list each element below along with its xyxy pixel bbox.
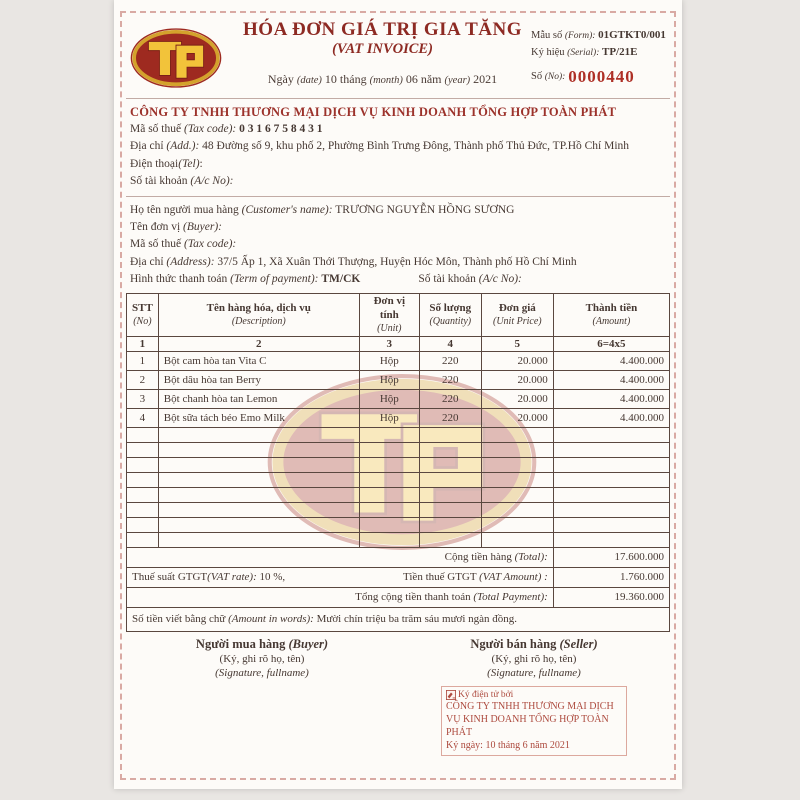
buyer-account: Số tài khoản (A/c No):	[418, 272, 522, 285]
table-empty-row	[127, 502, 670, 517]
table-row: 4 Bột sữa tách béo Emo Milk Hộp 220 20.000 4.400.000	[127, 408, 670, 427]
seller-account: Số tài khoản (A/c No):	[130, 174, 234, 187]
table-row: 1 Bột cam hòa tan Vita C Hộp 220 20.000 4.400.000	[127, 351, 670, 370]
vat-amount-label: Tiền thuế GTGT (VAT Amount) :	[403, 571, 548, 584]
tp-company-logo	[130, 25, 222, 91]
table-empty-row	[127, 487, 670, 502]
table-empty-row	[127, 472, 670, 487]
table-empty-row	[127, 517, 670, 532]
buyer-tax-code: Mã số thuế (Tax code):	[130, 238, 237, 251]
column-numbers-row: 1 2 3 4 5 6=4x5	[127, 336, 670, 351]
buyer-signature-block: Người mua hàng (Buyer) (Ký, ghi rõ họ, tên) (Signature, fullname)	[126, 637, 398, 757]
total-payment-value: 19.360.000	[553, 587, 669, 607]
col-description: Tên hàng hóa, dịch vụ (Description)	[158, 294, 359, 337]
vat-amount-value: 1.760.000	[553, 567, 669, 587]
table-empty-row	[127, 457, 670, 472]
col-amount: Thành tiền (Amount)	[553, 294, 669, 337]
vat-row	[127, 567, 670, 587]
items-table	[126, 293, 670, 632]
buyer-payment-line	[130, 271, 666, 288]
table-row: 2 Bột dâu hòa tan Berry Hộp 220 20.000 4.400.000	[127, 370, 670, 389]
invoice-paper	[114, 0, 682, 789]
col-unit: Đơn vị tính (Unit)	[359, 294, 419, 337]
seller-address: Địa chỉ (Add.): 48 Đường số 9, khu phố 2, Phường Bình Trưng Đông, Thành phố Thủ Đức, TP.Hồ Chí Minh	[130, 140, 630, 153]
buyer-address: Địa chỉ (Address): 37/5 Ấp 1, Xã Xuân Thới Thượng, Huyện Hóc Môn, Thành phố Hồ Chí Minh	[130, 255, 577, 268]
table-header-row	[127, 294, 670, 337]
table-empty-row	[127, 427, 670, 442]
seller-tax-code: Mã số thuế (Tax code): 0 3 1 6 7 5 8 4 3 1	[130, 123, 323, 136]
digital-signature-icon	[446, 690, 456, 700]
buyer-customer-name: Họ tên người mua hàng (Customer's name): TRƯƠNG NGUYỄN HỒNG SƯƠNG	[130, 204, 515, 217]
buyer-unit: Tên đơn vị (Buyer):	[130, 221, 222, 234]
subtotal-value: 17.600.000	[553, 547, 669, 567]
buyer-signature-title: Người mua hàng (Buyer)	[195, 636, 329, 651]
seller-signature-block: Người bán hàng (Seller) (Ký, ghi rõ họ, tên) (Signature, fullname) Ký điện tử bởi CÔNG TY TNHH THƯƠNG MẠI DỊCH VỤ KINH DOANH TỔNG HỢP TOÀN PHÁT Ký ngày: 10 tháng 6 năm 2021	[398, 637, 670, 757]
seller-info	[126, 99, 670, 197]
seller-signature-title: Người bán hàng (Seller)	[470, 636, 598, 651]
col-unit-price: Đơn giá (Unit Price)	[481, 294, 553, 337]
form-number: Mẫu số (Form): 01GTKT0/001	[531, 29, 666, 41]
serial-number: Ký hiệu (Serial): TP/21E	[531, 46, 638, 59]
invoice-number: Số (No): 0000440	[531, 66, 635, 86]
total-payment-row: Tổng cộng tiền thanh toán (Total Payment): 19.360.000	[127, 587, 670, 607]
stamp-sign-date: Ký ngày: 10 tháng 6 năm 2021	[446, 739, 570, 751]
invoice-subtitle: (VAT INVOICE)	[332, 41, 433, 57]
invoice-date-line: Ngày (date) 10 tháng (month) 06 năm (year) 2021	[267, 72, 498, 86]
buyer-info	[126, 197, 670, 290]
invoice-border-frame	[120, 11, 676, 780]
amount-in-words-row: Số tiền viết bằng chữ (Amount in words): Mười chín triệu ba trăm sáu mươi ngàn đồng.	[127, 607, 670, 631]
table-empty-row	[127, 442, 670, 457]
col-quantity: Số lượng (Quantity)	[419, 294, 481, 337]
table-empty-row	[127, 532, 670, 547]
seller-company-name: CÔNG TY TNHH THƯƠNG MẠI DỊCH VỤ KINH DOANH TỔNG HỢP TOÀN PHÁT	[130, 105, 617, 119]
digital-signature-stamp: Ký điện tử bởi CÔNG TY TNHH THƯƠNG MẠI DỊCH VỤ KINH DOANH TỔNG HỢP TOÀN PHÁT Ký ngày: 10 tháng 6 năm 2021	[441, 686, 627, 756]
vat-rate: Thuế suất GTGT(VAT rate): 10 %,	[132, 571, 286, 584]
payment-method: Hình thức thanh toán (Term of payment): TM/CK	[130, 272, 361, 285]
table-row: 3 Bột chanh hòa tan Lemon Hộp 220 20.000 4.400.000	[127, 389, 670, 408]
signature-section	[126, 637, 670, 757]
col-stt: STT (No)	[127, 294, 159, 337]
invoice-title: HÓA ĐƠN GIÁ TRỊ GIA TĂNG	[243, 19, 522, 40]
stamp-company-name: CÔNG TY TNHH THƯƠNG MẠI DỊCH VỤ KINH DOANH TỔNG HỢP TOÀN PHÁT	[446, 701, 614, 738]
invoice-header	[126, 13, 670, 99]
seller-phone: Điện thoại(Tel):	[130, 157, 203, 170]
subtotal-row: Cộng tiền hàng (Total): 17.600.000	[127, 547, 670, 567]
